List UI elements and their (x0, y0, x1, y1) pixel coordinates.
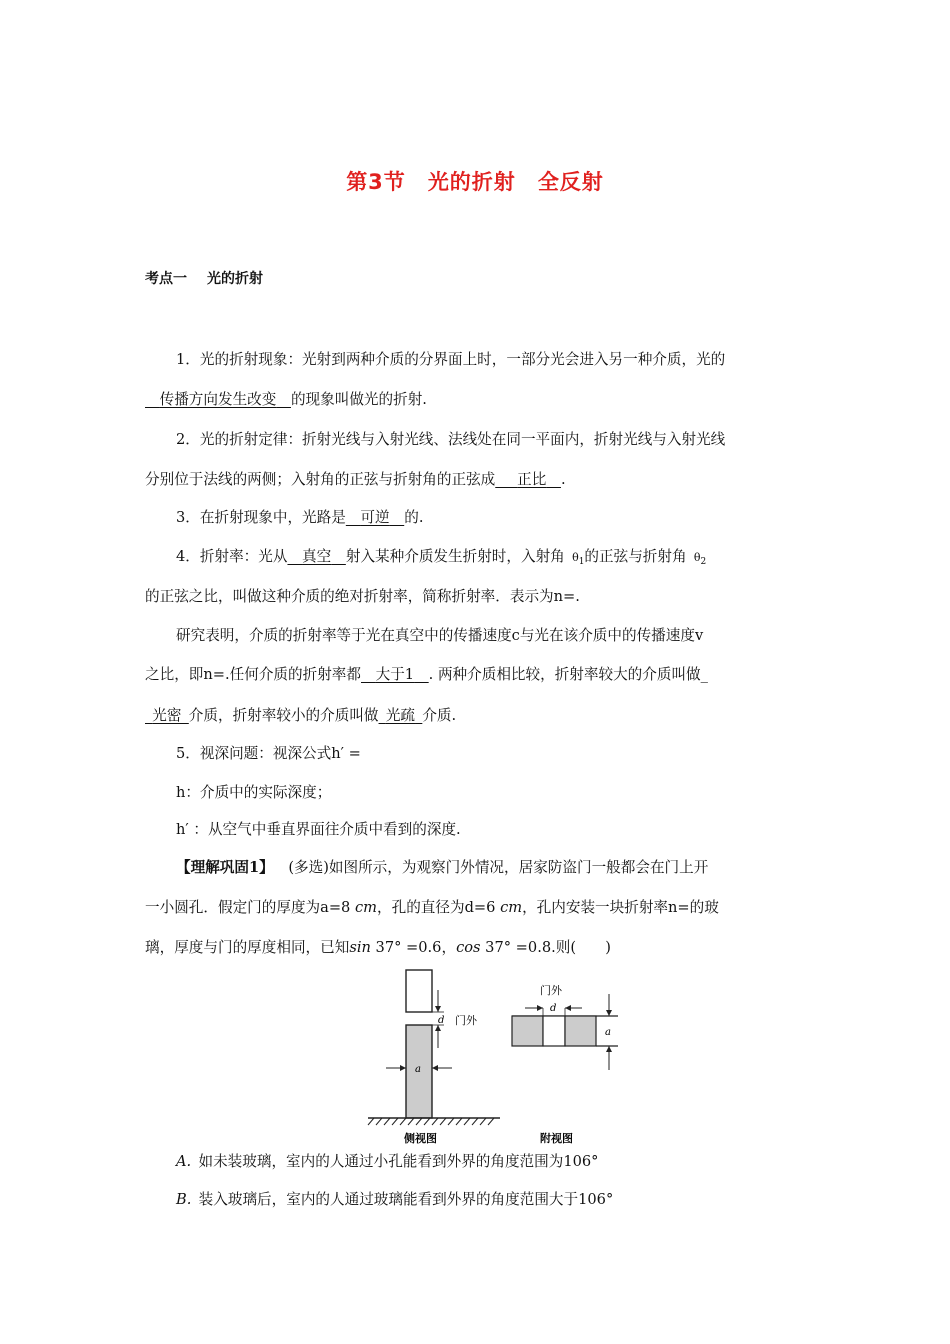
page-title (0, 166, 950, 196)
example-line1: 【理解巩固1】 (多选)如图所示，为观察门外情况，居家防盗门一般都会在门上开 (176, 859, 709, 876)
section-header (145, 268, 263, 288)
p1-line2: 传播方向发生改变 的现象叫做光的折射. (145, 390, 810, 410)
p5-line1: 研究表明，介质的折射率等于光在真空中的传播速度c与光在该介质中的传播速度v (176, 627, 704, 644)
example-line2: 一小圆孔．假定门的厚度为a=8 cm，孔的直径为d=6 cm，孔内安装一块折射率n=的玻 (145, 899, 719, 916)
p5-blank1: 大于1 (375, 666, 415, 683)
fig-a-side: a (415, 1064, 421, 1075)
section-name: 光的折射 (207, 271, 263, 287)
p3-line: 3．在折射现象中，光路是 可逆 的. (176, 509, 424, 526)
p2-line1: 2．光的折射定律：折射光线与入射光线、法线处在同一平面内，折射光线与入射光线 (176, 431, 726, 448)
fig-outside-top: 门外 (540, 984, 562, 997)
option-b-label: B. (176, 1191, 192, 1208)
p4-line1: 4．折射率：光从 真空 射入某种介质发生折射时，入射角 $\theta_1$的正弦与折射角 $\theta_2$ (176, 548, 707, 567)
p3-blank: 可逆 (360, 509, 390, 526)
title-topic1: 光的折射 (427, 170, 516, 194)
p2-line2: 分别位于法线的两侧；入射角的正弦与折射角的正弦成 正比 . (145, 471, 566, 488)
p6-line2: h：介质中的实际深度； (176, 784, 332, 801)
p2-blank: 正比 (517, 471, 547, 488)
option-b (176, 1190, 841, 1210)
door-figure (360, 968, 630, 1148)
fig-d-side: d (438, 1015, 445, 1026)
p5-blank2: 光密 (152, 707, 182, 724)
p4-blank: 真空 (302, 548, 332, 565)
p5-blank3: 光疏 (385, 707, 416, 724)
option-b-text: 装入玻璃后，室内的人通过玻璃能看到外界的角度范围大于106° (198, 1191, 614, 1208)
fig-a-top: a (605, 1027, 611, 1038)
title-section: 第3节 (346, 170, 406, 194)
option-a-label: A. (176, 1153, 192, 1170)
p1-line1: 1．光的折射现象：光射到两种介质的分界面上时，一部分光会进入另一种介质，光的 (176, 351, 726, 368)
door-diagram (360, 968, 630, 1148)
p1-blank: 传播方向发生改变 (159, 391, 277, 408)
title-topic2: 全反射 (537, 170, 604, 194)
p5-line2: 之比，即n=.任何介质的折射率都 大于1 . 两种介质相比较，折射率较大的介质叫做_ (145, 666, 708, 683)
example-line3: 璃，厚度与门的厚度相同，已知sin 37° =0.6，cos 37° =0.8.则( ) (145, 939, 611, 956)
example-tag: 【理解巩固1】 (176, 859, 274, 876)
fig-top-caption: 附视图 (540, 1132, 573, 1145)
p6-line3: h′ ：从空气中垂直界面往介质中看到的深度. (176, 821, 461, 838)
fig-outside-side: 门外 (455, 1014, 477, 1027)
p4-line2: 的正弦之比，叫做这种介质的绝对折射率，简称折射率．表示为n=. (145, 588, 580, 605)
option-a (176, 1152, 841, 1172)
section-label: 考点一 (145, 271, 187, 287)
fig-d-top: d (550, 1003, 557, 1014)
p5-line3: 光密 介质，折射率较小的介质叫做 光疏 介质. (145, 706, 810, 726)
option-a-text: 如未装玻璃，室内的人通过小孔能看到外界的角度范围为106° (198, 1153, 599, 1170)
fig-side-caption: 侧视图 (404, 1132, 437, 1145)
p6-line1: 5．视深问题：视深公式h′ = (176, 745, 361, 762)
